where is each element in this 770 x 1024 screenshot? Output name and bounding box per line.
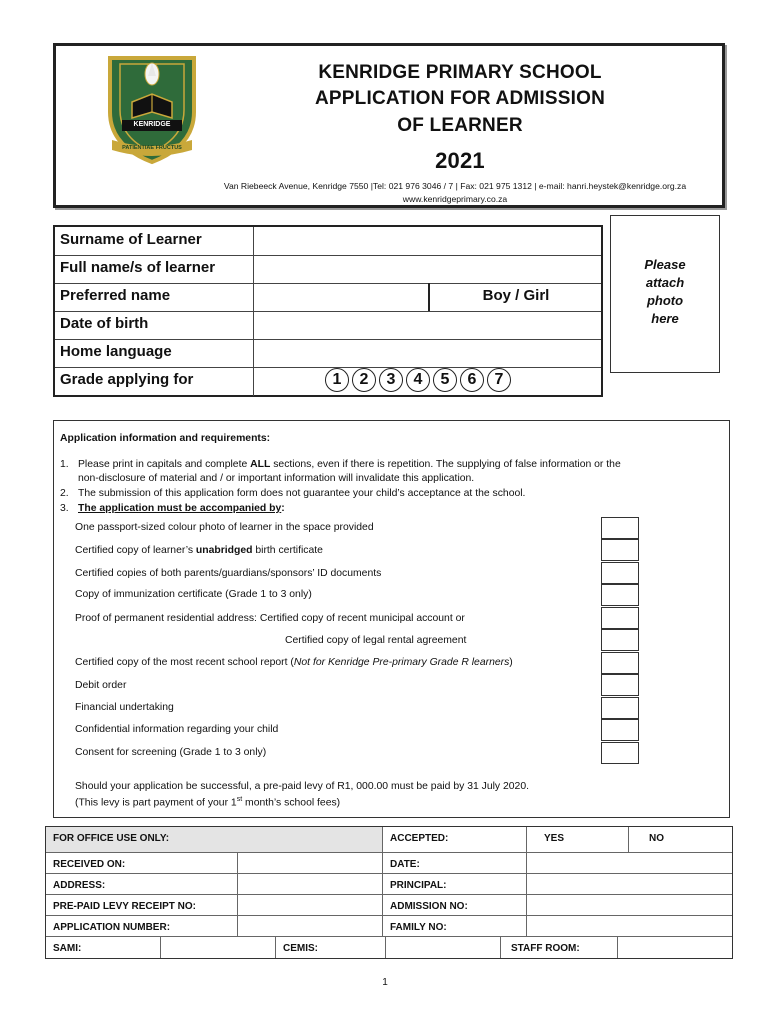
requirement-item-1-cont: non-disclosure of material and / or important information will invalidate this application.: [78, 473, 475, 484]
accepted-label: ACCEPTED:: [383, 827, 527, 853]
doc-photo: One passport-sized colour photo of learner in the space provided: [75, 522, 374, 533]
preferred-label: Preferred name: [60, 287, 171, 304]
checkbox-financial[interactable]: [601, 697, 639, 719]
family-field[interactable]: [527, 916, 732, 937]
cemis-label: CEMIS:: [276, 937, 386, 958]
accepted-no-option[interactable]: NO: [629, 827, 732, 853]
grade-options: [325, 368, 511, 392]
row-fullname: [55, 255, 601, 284]
office-use-table: [45, 826, 733, 959]
checkbox-immunization[interactable]: [601, 584, 639, 606]
checkbox-rental[interactable]: [601, 629, 639, 651]
school-crest-logo: [104, 54, 200, 166]
doc-confidential-info: Confidential information regarding your child: [75, 724, 279, 735]
application-number-field[interactable]: [238, 916, 383, 937]
text-run: Certified copy of the most recent school report (: [75, 657, 294, 668]
address-label: ADDRESS:: [46, 874, 238, 895]
row-language: [55, 339, 601, 368]
doc-financial-undertaking: Financial undertaking: [75, 702, 174, 713]
staff-room-field[interactable]: [618, 937, 732, 958]
language-label: Home language: [60, 343, 172, 360]
photo-instruction: [611, 256, 719, 328]
form-title-line2: APPLICATION FOR ADMISSION: [315, 88, 605, 109]
cell-divider: [428, 283, 430, 311]
row-surname: [55, 227, 601, 256]
form-year: 2021: [435, 148, 485, 173]
crest-motto-text: PATIENTIAE FRUCTUS: [122, 145, 182, 151]
grade-option-6[interactable]: 6: [460, 368, 484, 392]
photo-text-line: photo: [646, 293, 684, 308]
school-contact-details: [150, 180, 760, 206]
language-field[interactable]: [254, 339, 602, 366]
row-grade: [55, 367, 601, 396]
family-label: FAMILY NO:: [383, 916, 527, 937]
principal-field[interactable]: [527, 874, 732, 895]
requirement-item-1: [78, 459, 621, 470]
dob-label: Date of birth: [60, 315, 149, 332]
doc-school-report: [75, 657, 513, 668]
admission-label: ADMISSION NO:: [383, 895, 527, 916]
grade-option-1[interactable]: 1: [325, 368, 349, 392]
text-run: sections, even if there is repetition. The supplying of false information or the: [270, 459, 621, 470]
grade-label: Grade applying for: [60, 371, 194, 388]
sami-field[interactable]: [161, 937, 276, 958]
checkbox-residence[interactable]: [601, 607, 639, 629]
item-number: 3.: [60, 503, 69, 514]
photo-box[interactable]: [610, 215, 720, 373]
grade-option-4[interactable]: 4: [406, 368, 430, 392]
office-use-header: FOR OFFICE USE ONLY:: [46, 827, 383, 853]
date-field[interactable]: [527, 853, 732, 874]
doc-rental: Certified copy of legal rental agreement: [285, 635, 467, 646]
gender-option[interactable]: Boy / Girl: [482, 287, 550, 304]
text-run: Certified copy of learner’s: [75, 545, 196, 556]
requirement-item-3: [78, 503, 285, 514]
row-dob: [55, 311, 601, 340]
learner-details-table: [53, 225, 603, 397]
surname-field[interactable]: [254, 227, 602, 254]
sami-label: SAMI:: [46, 937, 161, 958]
received-label: RECEIVED ON:: [46, 853, 238, 874]
doc-id-documents: Certified copies of both parents/guardians/sponsors’ ID documents: [75, 568, 382, 579]
photo-text-line: here: [651, 311, 679, 326]
text-run: ): [509, 657, 513, 668]
checkbox-debit-order[interactable]: [601, 674, 639, 696]
address-field[interactable]: [238, 874, 383, 895]
text-run-bold: ALL: [250, 459, 271, 470]
form-title-line3: OF LEARNER: [397, 115, 523, 136]
crest-name-text: KENRIDGE: [133, 121, 171, 128]
text-run-bold: unabridged: [195, 545, 253, 556]
requirements-section: [53, 420, 730, 818]
checkbox-birth-certificate[interactable]: [601, 539, 639, 561]
doc-immunization: Copy of immunization certificate (Grade 1 to 3 only): [75, 589, 312, 600]
checkbox-confidential[interactable]: [601, 719, 639, 741]
date-label: DATE:: [383, 853, 527, 874]
cell-divider: [253, 367, 254, 396]
text-run: (This levy is part payment of your 1: [75, 797, 237, 809]
fullname-label: Full name/s of learner: [60, 259, 216, 276]
doc-residence: Proof of permanent residential address: Certified copy of recent municipal account or: [75, 613, 465, 624]
item-number: 1.: [60, 459, 69, 470]
grade-option-3[interactable]: 3: [379, 368, 403, 392]
checkbox-photo[interactable]: [601, 517, 639, 539]
text-run: :: [281, 503, 285, 514]
page-number: 1: [382, 977, 388, 988]
checkbox-school-report[interactable]: [601, 652, 639, 674]
cemis-field[interactable]: [386, 937, 501, 958]
title-block: [250, 60, 670, 200]
text-run: month’s school fees): [242, 797, 341, 809]
staff-room-label: STAFF ROOM:: [501, 937, 618, 958]
text-run-italic: Not for Kenridge Pre-primary Grade R learners: [293, 657, 510, 668]
requirements-heading: Application information and requirements:: [60, 433, 271, 444]
doc-screening-consent: Consent for screening (Grade 1 to 3 only): [75, 747, 267, 758]
dob-field[interactable]: [254, 311, 602, 338]
fullname-field[interactable]: [254, 255, 602, 282]
received-field[interactable]: [238, 853, 383, 874]
grade-option-7[interactable]: 7: [487, 368, 511, 392]
application-number-label: APPLICATION NUMBER:: [46, 916, 238, 937]
item-number: 2.: [60, 488, 69, 499]
doc-debit-order: Debit order: [75, 680, 127, 691]
text-run-superscript: st: [236, 796, 243, 803]
text-run: Please print in capitals and complete: [78, 459, 251, 470]
surname-label: Surname of Learner: [60, 231, 202, 248]
levy-notice: Should your application be successful, a pre-paid levy of R1, 000.00 must be paid by 31 July 2020.: [75, 781, 530, 792]
levy-receipt-field[interactable]: [238, 895, 383, 916]
grade-option-5[interactable]: 5: [433, 368, 457, 392]
levy-notice-cont: [75, 796, 340, 808]
accepted-yes-option[interactable]: YES: [527, 827, 629, 853]
checkbox-id-documents[interactable]: [601, 562, 639, 584]
photo-text-line: attach: [645, 275, 685, 290]
preferred-field[interactable]: [254, 283, 427, 310]
website-line: www.kenridgeprimary.co.za: [402, 194, 508, 204]
grade-option-2[interactable]: 2: [352, 368, 376, 392]
text-run-underlined: The application must be accompanied by: [78, 503, 282, 514]
row-preferred: [55, 283, 601, 312]
principal-label: PRINCIPAL:: [383, 874, 527, 895]
levy-receipt-label: PRE-PAID LEVY RECEIPT NO:: [46, 895, 238, 916]
checkbox-screening[interactable]: [601, 742, 639, 764]
photo-text-line: Please: [644, 257, 686, 272]
text-run: birth certificate: [252, 545, 323, 556]
requirement-item-2: The submission of this application form does not guarantee your child’s acceptance at the school.: [78, 488, 526, 499]
admission-field[interactable]: [527, 895, 732, 916]
doc-birth-certificate: [75, 545, 323, 556]
school-name: KENRIDGE PRIMARY SCHOOL: [318, 62, 602, 83]
address-line: Van Riebeeck Avenue, Kenridge 7550 |Tel: 021 976 3046 / 7 | Fax: 021 975 1312 | e-mail: hanri.heystek@kenridge.org.za: [223, 181, 687, 191]
